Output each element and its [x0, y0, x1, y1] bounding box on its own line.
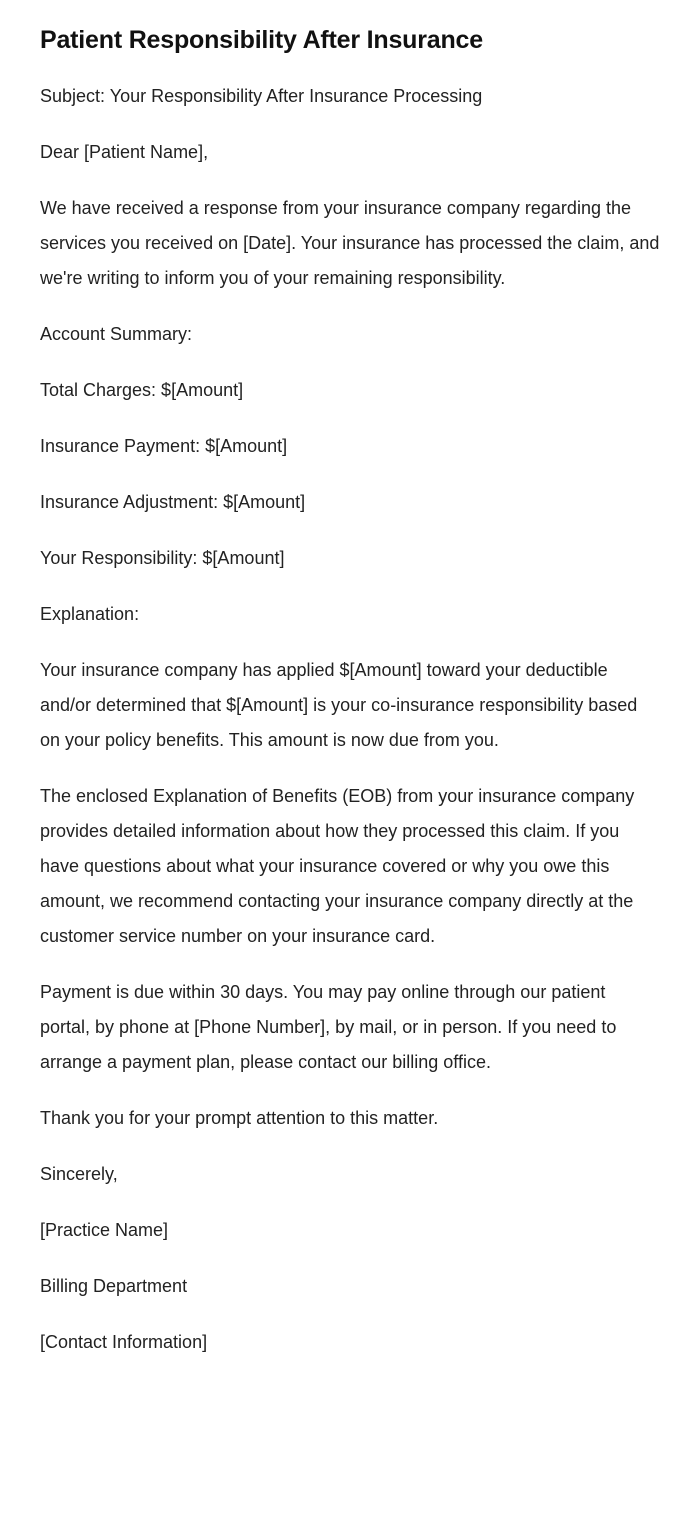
line-insurance-payment: Insurance Payment: $[Amount]: [40, 436, 288, 456]
paragraph-subject: Subject: Your Responsibility After Insurance Processing: [40, 86, 483, 106]
paragraph-explanation-detail: Your insurance company has applied $[Amount] toward your deductible and/or determined that $[Amount] is your co-insurance responsibility based on your policy benefits. This amount is now due from you.: [40, 660, 638, 750]
bottom-spacer: [40, 1360, 660, 1400]
signature-contact-info: [Contact Information]: [40, 1332, 208, 1352]
paragraph-eob: The enclosed Explanation of Benefits (EOB) from your insurance company provides detailed information about how they processed this claim. If you have questions about what your insurance covered or why you owe this amount, we recommend contacting your insurance company directly at the customer service number on your insurance card.: [40, 786, 635, 946]
heading-explanation: Explanation:: [40, 604, 140, 624]
paragraph-intro: We have received a response from your insurance company regarding the services you received on [Date]. Your insurance has processed the claim, and we're writing to inform you of your remaining responsibility.: [40, 198, 660, 288]
closing-sincerely: Sincerely,: [40, 1164, 118, 1184]
line-total-charges: Total Charges: $[Amount]: [40, 380, 244, 400]
signature-department: Billing Department: [40, 1276, 188, 1296]
paragraph-thank-you: Thank you for your prompt attention to this matter.: [40, 1108, 439, 1128]
heading-account-summary: Account Summary:: [40, 324, 193, 344]
paragraph-salutation: Dear [Patient Name],: [40, 142, 209, 162]
paragraph-payment-terms: Payment is due within 30 days. You may pay online through our patient portal, by phone at [Phone Number], by mail, or in person. If you need to arrange a payment plan, please contact our billing office.: [40, 982, 617, 1072]
page-title: Patient Responsibility After Insurance: [40, 26, 483, 54]
line-your-responsibility: Your Responsibility: $[Amount]: [40, 548, 285, 568]
document-body: [40, 79, 660, 1360]
line-insurance-adjustment: Insurance Adjustment: $[Amount]: [40, 492, 306, 512]
signature-practice-name: [Practice Name]: [40, 1220, 169, 1240]
